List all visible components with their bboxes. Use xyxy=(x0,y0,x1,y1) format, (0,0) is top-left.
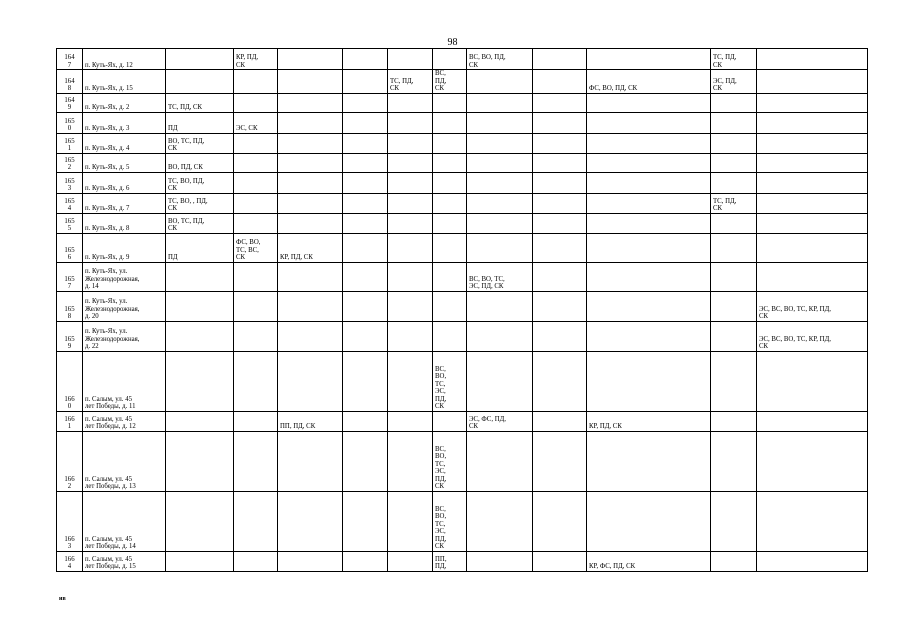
work-types-cell xyxy=(343,133,388,153)
work-types-cell xyxy=(234,133,278,153)
address-cell: п. Куть-Ях, д. 3 xyxy=(83,112,166,133)
work-types-cell xyxy=(234,153,278,172)
work-types-cell xyxy=(467,93,533,112)
work-types-cell xyxy=(533,153,587,172)
work-types-cell xyxy=(278,321,343,351)
work-types-cell: ТС, ВО, ПД, СК xyxy=(166,172,234,193)
work-types-cell: ВС, ВО, ТС, ЭС, ПД, СК xyxy=(433,351,467,411)
work-types-cell xyxy=(234,93,278,112)
work-types-cell xyxy=(587,262,711,291)
work-types-cell xyxy=(433,262,467,291)
work-types-cell xyxy=(757,351,868,411)
work-types-cell: ВО, ПД, СК xyxy=(166,153,234,172)
work-types-cell xyxy=(533,49,587,70)
address-cell: п. Салым, ул. 45 лет Победы, д. 11 xyxy=(83,351,166,411)
work-types-cell: ЭС, ВС, ВО, ТС, КР, ПД, СК xyxy=(757,291,868,321)
work-types-cell xyxy=(587,213,711,233)
work-types-cell xyxy=(388,193,433,213)
work-types-cell xyxy=(234,291,278,321)
work-types-cell xyxy=(533,431,587,491)
row-number-cell: 166 4 xyxy=(57,551,83,571)
work-types-cell xyxy=(757,551,868,571)
work-types-cell xyxy=(533,93,587,112)
work-types-cell xyxy=(343,233,388,262)
work-types-cell: ВС, ВО, ПД, СК xyxy=(467,49,533,70)
work-types-cell xyxy=(433,153,467,172)
table-row xyxy=(57,49,868,70)
row-number-cell: 166 0 xyxy=(57,351,83,411)
work-types-cell xyxy=(388,172,433,193)
work-types-cell xyxy=(433,112,467,133)
work-types-cell xyxy=(343,431,388,491)
work-types-cell xyxy=(278,193,343,213)
row-number-cell: 165 8 xyxy=(57,291,83,321)
work-types-cell: ТС, ВО, , ПД, СК xyxy=(166,193,234,213)
work-types-cell xyxy=(166,411,234,431)
table-row xyxy=(57,431,868,491)
work-types-cell xyxy=(166,70,234,94)
work-types-cell xyxy=(234,193,278,213)
work-types-cell xyxy=(711,551,757,571)
work-types-cell xyxy=(587,172,711,193)
work-types-cell xyxy=(587,112,711,133)
work-types-cell xyxy=(433,49,467,70)
work-types-cell xyxy=(343,551,388,571)
work-types-cell xyxy=(166,49,234,70)
work-types-cell xyxy=(388,262,433,291)
work-types-cell xyxy=(433,233,467,262)
row-number-cell: 165 4 xyxy=(57,193,83,213)
work-types-cell xyxy=(278,172,343,193)
work-types-cell xyxy=(388,133,433,153)
address-cell: п. Куть-Ях, д. 7 xyxy=(83,193,166,213)
table-row xyxy=(57,70,868,94)
work-types-cell xyxy=(343,193,388,213)
address-cell: п. Куть-Ях, д. 15 xyxy=(83,70,166,94)
work-types-cell xyxy=(234,213,278,233)
row-number-cell: 164 8 xyxy=(57,70,83,94)
work-types-cell xyxy=(343,351,388,411)
work-types-cell xyxy=(343,172,388,193)
table-row xyxy=(57,262,868,291)
address-cell: п. Салым, ул. 45 лет Победы, д. 14 xyxy=(83,491,166,551)
row-number-cell: 166 2 xyxy=(57,431,83,491)
work-types-cell xyxy=(757,112,868,133)
work-types-cell xyxy=(757,491,868,551)
work-types-cell xyxy=(278,431,343,491)
work-types-cell xyxy=(278,133,343,153)
work-types-cell xyxy=(711,411,757,431)
row-number-cell: 166 1 xyxy=(57,411,83,431)
work-types-cell xyxy=(711,133,757,153)
work-types-cell xyxy=(166,351,234,411)
table-row xyxy=(57,321,868,351)
row-number-cell: 165 0 xyxy=(57,112,83,133)
work-types-cell xyxy=(343,213,388,233)
work-types-cell xyxy=(278,262,343,291)
work-types-cell xyxy=(433,172,467,193)
work-types-cell xyxy=(587,193,711,213)
footer-mark: ив xyxy=(59,596,66,602)
work-types-cell xyxy=(533,551,587,571)
work-types-cell xyxy=(711,93,757,112)
work-types-cell: ЭС, ВС, ВО, ТС, КР, ПД, СК xyxy=(757,321,868,351)
work-types-cell xyxy=(587,133,711,153)
repair-schedule-table xyxy=(56,48,868,572)
table-row xyxy=(57,411,868,431)
work-types-cell xyxy=(587,291,711,321)
work-types-cell xyxy=(278,491,343,551)
work-types-cell xyxy=(467,291,533,321)
address-cell: п. Куть-Ях, ул. Железнодорожная, д. 14 xyxy=(83,262,166,291)
work-types-cell xyxy=(388,153,433,172)
work-types-cell xyxy=(278,153,343,172)
work-types-cell: ЭС, СК xyxy=(234,112,278,133)
table-row xyxy=(57,551,868,571)
row-number-cell: 165 6 xyxy=(57,233,83,262)
work-types-cell xyxy=(533,411,587,431)
work-types-cell xyxy=(467,551,533,571)
work-types-cell xyxy=(433,93,467,112)
work-types-cell xyxy=(711,172,757,193)
work-types-cell xyxy=(711,233,757,262)
table-row xyxy=(57,93,868,112)
table-row xyxy=(57,351,868,411)
work-types-cell xyxy=(467,153,533,172)
work-types-cell xyxy=(343,262,388,291)
work-types-cell xyxy=(234,411,278,431)
work-types-cell xyxy=(711,321,757,351)
work-types-cell xyxy=(388,491,433,551)
work-types-cell xyxy=(388,351,433,411)
work-types-cell xyxy=(467,193,533,213)
work-types-cell xyxy=(467,70,533,94)
address-cell: п. Куть-Ях, д. 2 xyxy=(83,93,166,112)
work-types-cell xyxy=(278,49,343,70)
address-cell: п. Куть-Ях, ул. Железнодорожная, д. 22 xyxy=(83,321,166,351)
row-number-cell: 164 9 xyxy=(57,93,83,112)
work-types-cell xyxy=(757,262,868,291)
work-types-cell: ЭС, ПД, СК xyxy=(711,70,757,94)
work-types-cell xyxy=(343,93,388,112)
work-types-cell xyxy=(388,213,433,233)
work-types-cell xyxy=(533,133,587,153)
row-number-cell: 165 3 xyxy=(57,172,83,193)
work-types-cell xyxy=(388,431,433,491)
work-types-cell: ЭС, ФС, ПД, СК xyxy=(467,411,533,431)
work-types-cell xyxy=(234,172,278,193)
work-types-cell xyxy=(467,351,533,411)
work-types-cell: ТС, ПД, СК xyxy=(388,70,433,94)
work-types-cell xyxy=(388,321,433,351)
work-types-cell xyxy=(757,213,868,233)
work-types-cell xyxy=(587,233,711,262)
table-row xyxy=(57,153,868,172)
work-types-cell xyxy=(278,70,343,94)
work-types-cell xyxy=(278,93,343,112)
work-types-cell: ВС, ВО, ТС, ЭС, ПД, СК xyxy=(467,262,533,291)
row-number-cell: 165 5 xyxy=(57,213,83,233)
work-types-cell xyxy=(343,153,388,172)
table-row xyxy=(57,133,868,153)
work-types-cell xyxy=(711,491,757,551)
work-types-cell: ПП, ПД, СК xyxy=(278,411,343,431)
address-cell: п. Куть-Ях, д. 6 xyxy=(83,172,166,193)
work-types-cell: ТС, ПД, СК xyxy=(166,93,234,112)
work-types-cell xyxy=(343,112,388,133)
work-types-cell: ВО, ТС, ПД, СК xyxy=(166,133,234,153)
work-types-cell: ТС, ПД, СК xyxy=(711,193,757,213)
work-types-cell xyxy=(343,411,388,431)
work-types-cell xyxy=(757,431,868,491)
page-number: 98 xyxy=(447,37,458,48)
work-types-cell xyxy=(533,321,587,351)
row-number-cell: 166 3 xyxy=(57,491,83,551)
work-types-cell xyxy=(533,213,587,233)
work-types-cell xyxy=(587,491,711,551)
work-types-cell xyxy=(343,291,388,321)
work-types-cell xyxy=(467,133,533,153)
work-types-cell xyxy=(343,70,388,94)
work-types-cell xyxy=(343,491,388,551)
work-types-cell xyxy=(388,93,433,112)
row-number-cell: 165 7 xyxy=(57,262,83,291)
table-row xyxy=(57,193,868,213)
work-types-cell xyxy=(587,321,711,351)
work-types-cell xyxy=(533,351,587,411)
work-types-cell: ВС, ВО, ТС, ЭС, ПД, СК xyxy=(433,431,467,491)
work-types-cell: ВС, ПД, СК xyxy=(433,70,467,94)
work-types-cell xyxy=(388,112,433,133)
address-cell: п. Куть-Ях, д. 9 xyxy=(83,233,166,262)
work-types-cell xyxy=(533,291,587,321)
work-types-cell xyxy=(433,133,467,153)
work-types-cell xyxy=(587,153,711,172)
work-types-cell xyxy=(587,351,711,411)
work-types-cell xyxy=(587,49,711,70)
work-types-cell xyxy=(433,213,467,233)
work-types-cell: ПД xyxy=(166,233,234,262)
work-types-cell xyxy=(343,321,388,351)
row-number-cell: 164 7 xyxy=(57,49,83,70)
row-number-cell: 165 9 xyxy=(57,321,83,351)
work-types-cell xyxy=(587,431,711,491)
work-types-cell xyxy=(757,49,868,70)
work-types-cell xyxy=(757,172,868,193)
work-types-cell xyxy=(711,153,757,172)
table-row xyxy=(57,172,868,193)
work-types-cell xyxy=(533,233,587,262)
work-types-cell: КР, ФС, ПД, СК xyxy=(587,551,711,571)
work-types-cell xyxy=(533,172,587,193)
work-types-cell xyxy=(388,551,433,571)
row-number-cell: 165 2 xyxy=(57,153,83,172)
work-types-cell xyxy=(467,491,533,551)
work-types-cell xyxy=(388,411,433,431)
work-types-cell xyxy=(234,431,278,491)
address-cell: п. Куть-Ях, д. 5 xyxy=(83,153,166,172)
work-types-cell xyxy=(234,321,278,351)
work-types-cell: КР, ПД, СК xyxy=(234,49,278,70)
work-types-cell xyxy=(166,321,234,351)
work-types-cell xyxy=(711,351,757,411)
work-types-cell xyxy=(343,49,388,70)
work-types-cell xyxy=(467,321,533,351)
address-cell: п. Салым, ул. 45 лет Победы, д. 15 xyxy=(83,551,166,571)
work-types-cell: ФС, ВО, ТС, ВС, СК xyxy=(234,233,278,262)
work-types-cell xyxy=(433,321,467,351)
work-types-cell xyxy=(711,431,757,491)
work-types-cell: ВО, ТС, ПД, СК xyxy=(166,213,234,233)
row-number-cell: 165 1 xyxy=(57,133,83,153)
table-row xyxy=(57,491,868,551)
work-types-cell xyxy=(757,70,868,94)
work-types-cell xyxy=(278,551,343,571)
work-types-cell xyxy=(533,491,587,551)
work-types-cell xyxy=(467,431,533,491)
table-row xyxy=(57,213,868,233)
work-types-cell xyxy=(467,233,533,262)
work-types-cell xyxy=(234,551,278,571)
work-types-cell xyxy=(467,213,533,233)
work-types-cell xyxy=(234,351,278,411)
work-types-cell xyxy=(278,351,343,411)
work-types-cell xyxy=(278,112,343,133)
address-cell: п. Салым, ул. 45 лет Победы, д. 12 xyxy=(83,411,166,431)
work-types-cell xyxy=(757,153,868,172)
work-types-cell xyxy=(388,233,433,262)
work-types-cell xyxy=(533,112,587,133)
address-cell: п. Куть-Ях, д. 4 xyxy=(83,133,166,153)
work-types-cell: ФС, ВО, ПД, СК xyxy=(587,70,711,94)
work-types-cell xyxy=(711,213,757,233)
work-types-cell xyxy=(234,491,278,551)
work-types-cell xyxy=(433,291,467,321)
work-types-cell xyxy=(234,262,278,291)
work-types-cell xyxy=(234,70,278,94)
work-types-cell: КР, ПД, СК xyxy=(278,233,343,262)
work-types-cell xyxy=(388,291,433,321)
work-types-cell xyxy=(433,193,467,213)
work-types-cell xyxy=(757,411,868,431)
table-row xyxy=(57,233,868,262)
work-types-cell xyxy=(166,291,234,321)
work-types-cell xyxy=(166,262,234,291)
work-types-cell xyxy=(166,491,234,551)
work-types-cell xyxy=(278,213,343,233)
work-types-cell: КР, ПД, СК xyxy=(587,411,711,431)
work-types-cell: ПД xyxy=(166,112,234,133)
work-types-cell xyxy=(711,112,757,133)
work-types-cell xyxy=(433,411,467,431)
work-types-cell xyxy=(587,93,711,112)
work-types-cell xyxy=(467,112,533,133)
work-types-cell xyxy=(166,551,234,571)
work-types-cell xyxy=(757,193,868,213)
work-types-cell xyxy=(757,133,868,153)
address-cell: п. Куть-Ях, д. 12 xyxy=(83,49,166,70)
work-types-cell xyxy=(711,262,757,291)
work-types-cell xyxy=(757,233,868,262)
work-types-cell xyxy=(467,172,533,193)
table-row xyxy=(57,291,868,321)
address-cell: п. Куть-Ях, ул. Железнодорожная, д. 20 xyxy=(83,291,166,321)
work-types-cell xyxy=(278,291,343,321)
work-types-cell: ТС, ПД, СК xyxy=(711,49,757,70)
work-types-cell xyxy=(533,262,587,291)
work-types-cell xyxy=(533,70,587,94)
work-types-cell: ПП, ПД, xyxy=(433,551,467,571)
address-cell: п. Салым, ул. 45 лет Победы, д. 13 xyxy=(83,431,166,491)
work-types-cell xyxy=(388,49,433,70)
table-row xyxy=(57,112,868,133)
work-types-cell xyxy=(533,193,587,213)
work-types-cell xyxy=(711,291,757,321)
work-types-cell xyxy=(166,431,234,491)
work-types-cell: ВС, ВО, ТС, ЭС, ПД, СК xyxy=(433,491,467,551)
address-cell: п. Куть-Ях, д. 8 xyxy=(83,213,166,233)
work-types-cell xyxy=(757,93,868,112)
